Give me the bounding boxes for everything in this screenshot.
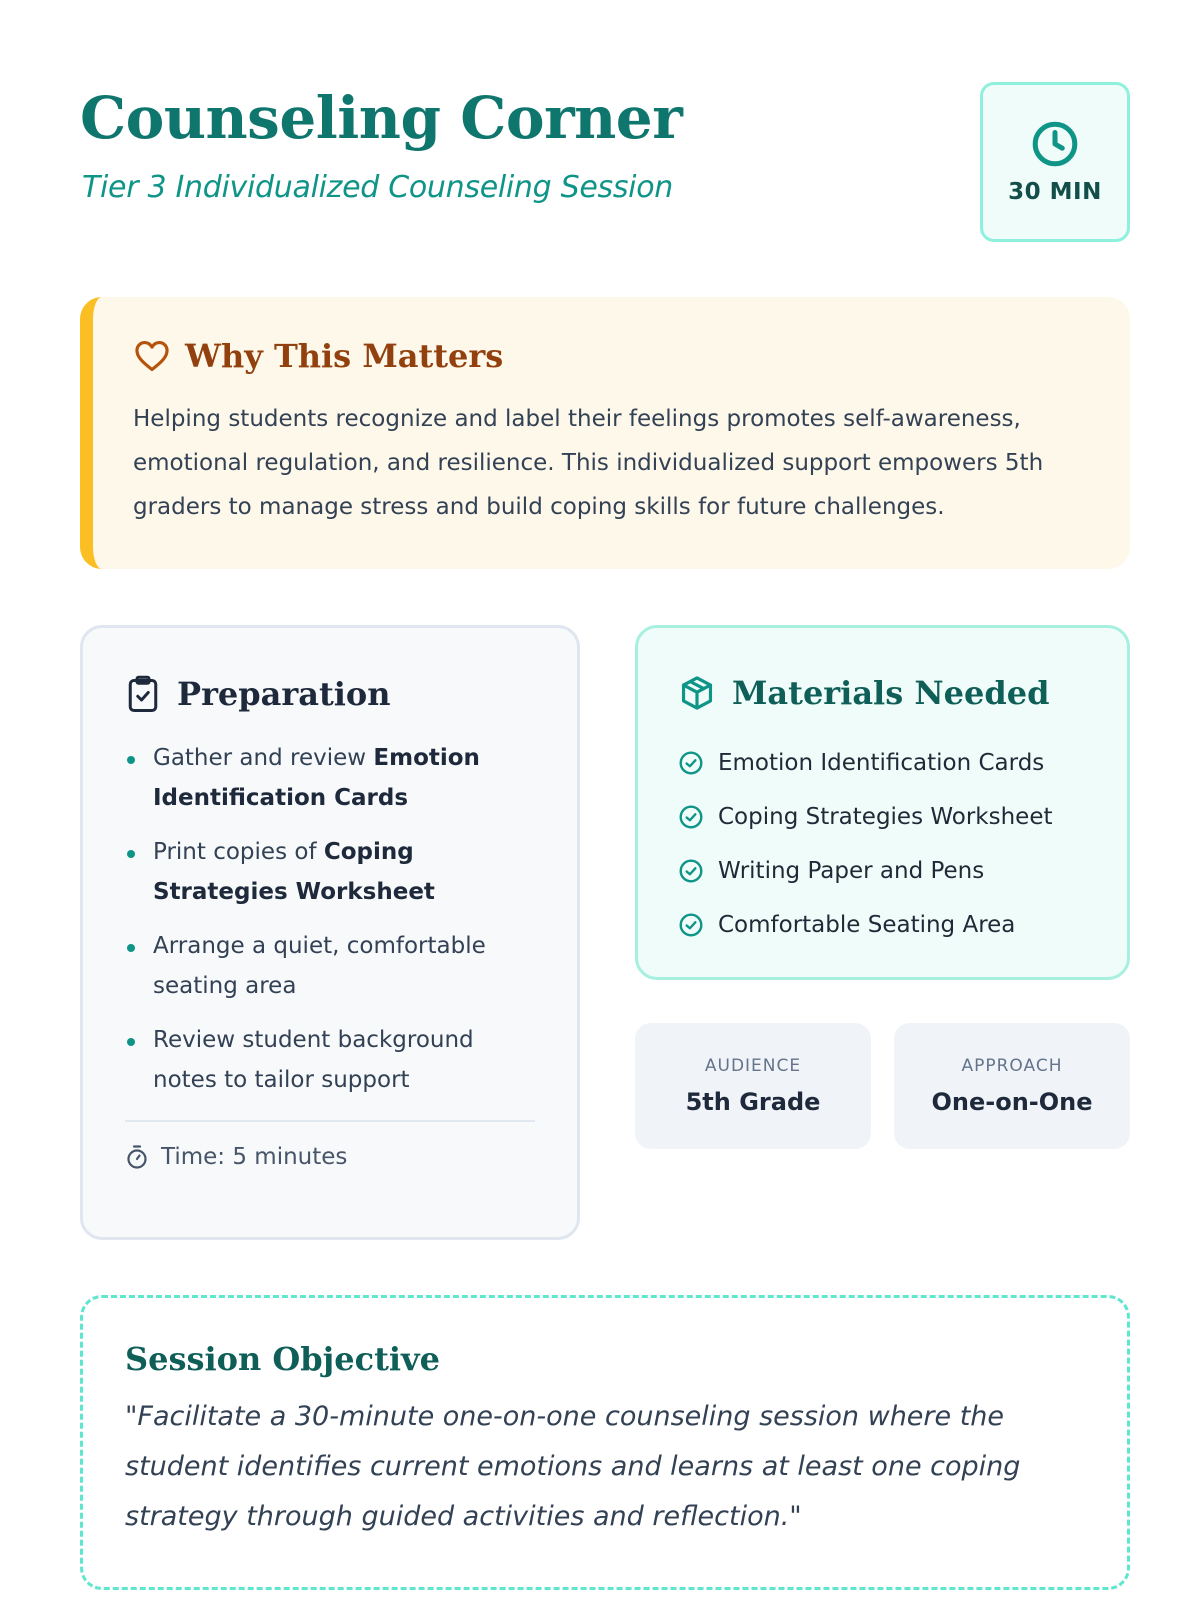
stopwatch-icon (125, 1144, 149, 1170)
material-label: Emotion Identification Cards (718, 750, 1045, 776)
audience-tile (635, 1023, 871, 1149)
material-label: Coping Strategies Worksheet (718, 804, 1053, 830)
materials-list (678, 736, 1087, 952)
approach-label: APPROACH (961, 1056, 1063, 1076)
prep-item-text: Arrange a quiet, comfortable seating area (153, 933, 486, 999)
list-item (125, 738, 535, 818)
check-circle-icon (678, 858, 704, 884)
approach-tile (894, 1023, 1130, 1149)
check-circle-icon (678, 912, 704, 938)
session-objective-card (80, 1295, 1130, 1590)
heart-icon (133, 337, 171, 375)
objective-text: "Facilitate a 30-minute one-on-one counseling session where the student identifies current emotions and learns at least one coping strategy through guided activities and reflection." (125, 1401, 1021, 1532)
page-title: Counseling Corner (80, 84, 683, 152)
why-body: Helping students recognize and label their feelings promotes self-awareness, emotional regulation, and resilience. This individualized support empowers 5th graders to manage stress and build coping skills for future challenges. (133, 406, 1044, 520)
material-label: Writing Paper and Pens (718, 858, 985, 884)
list-item (125, 926, 535, 1006)
objective-title: Session Objective (125, 1340, 440, 1378)
audience-value: 5th Grade (685, 1088, 821, 1116)
check-circle-icon (678, 750, 704, 776)
clipboard-check-icon (125, 674, 161, 714)
materials-title: Materials Needed (732, 674, 1050, 712)
list-item (678, 736, 1087, 790)
check-circle-icon (678, 804, 704, 830)
preparation-card (80, 625, 580, 1240)
divider (125, 1120, 535, 1122)
package-icon (678, 674, 716, 712)
page-subtitle: Tier 3 Individualized Counseling Session (82, 170, 673, 205)
preparation-time (125, 1144, 535, 1170)
approach-value: One-on-One (931, 1088, 1093, 1116)
prep-item-bold: Coping Strategies Worksheet (153, 839, 435, 905)
preparation-title: Preparation (177, 675, 391, 713)
why-this-matters-card (80, 297, 1130, 569)
prep-item-text: Review student background notes to tailor support (153, 1027, 474, 1093)
list-item (125, 832, 535, 912)
prep-item-text: Gather and review (153, 745, 374, 771)
clock-icon (1030, 119, 1080, 169)
audience-label: AUDIENCE (704, 1056, 802, 1076)
prep-item-text: Print copies of (153, 839, 324, 865)
duration-label: 30 MIN (1008, 179, 1102, 205)
materials-card (635, 625, 1130, 980)
list-item (678, 844, 1087, 898)
why-title: Why This Matters (185, 337, 504, 375)
material-label: Comfortable Seating Area (718, 912, 1016, 938)
list-item (678, 898, 1087, 952)
preparation-time-label: Time: 5 minutes (161, 1144, 348, 1170)
duration-badge (980, 82, 1130, 242)
prep-item-bold: Emotion Identification Cards (153, 745, 480, 811)
preparation-list (125, 738, 535, 1100)
list-item (125, 1020, 535, 1100)
list-item (678, 790, 1087, 844)
